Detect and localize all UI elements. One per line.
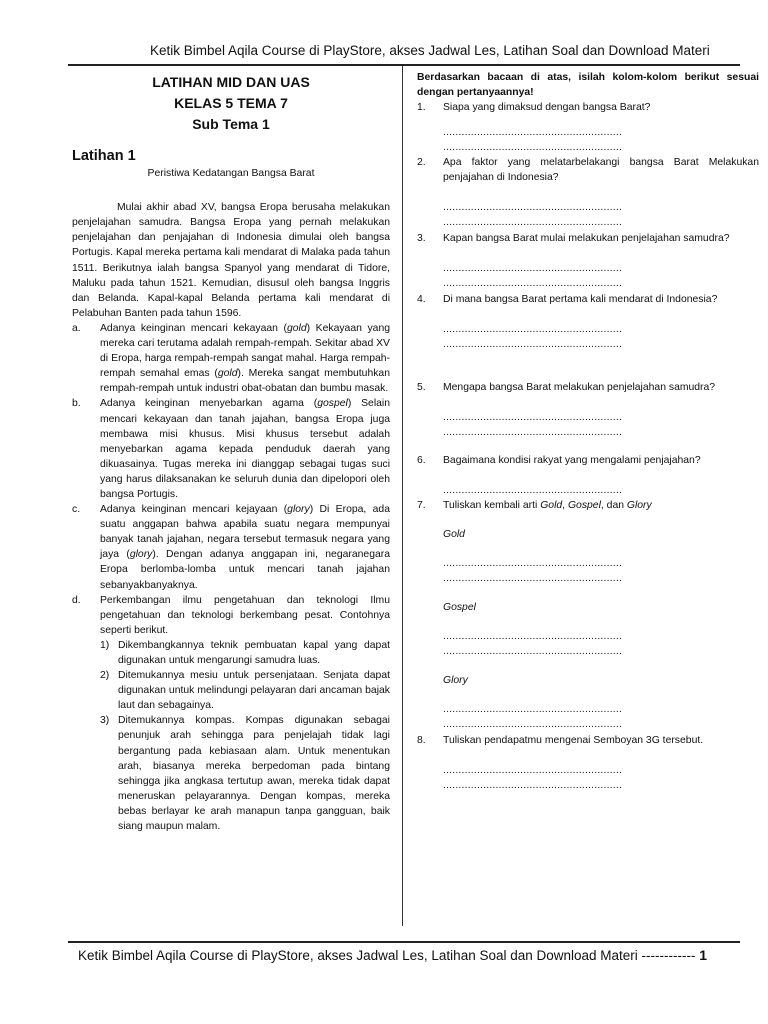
answer-line[interactable]: .......................................................... [443,324,623,335]
page-header: Ketik Bimbel Aqila Course di PlayStore, akses Jadwal Les, Latihan Soal dan Download Materi [150,43,710,58]
questions-column [417,70,759,793]
reading-title: Peristiwa Kedatangan Bangsa Barat [147,168,315,180]
exercise-heading: Latihan 1 [72,148,136,164]
sub-item-3: 3) Ditemukannya kompas. Kompas digunakan sebagai penunjuk arah sehingga para penjelajah tidak lagi bergantung pada kebiasaan alam. Untuk menentukan arah, biasanya mereka berpedoman pada bintang sehingga jika angkasa tertutup awan, mereka tidak dapat meneruskan pelayarannya. Dengan kompas, mereka bebas berlayar ke arah manapun tanpa gangguan, baik siang maupun malam. [100,715,390,833]
term-gold: Gold [443,529,465,540]
list-item-a: a. Adanya keinginan mencari kekayaan (gold) Kekayaan yang mereka cari terutama adalah rempah-rempah. Sekitar abad XV di Eropa, harga rempah-rempah sangat mahal. Harga rempah-rempah semahal emas (gold). Mereka sangat membutuhkan rempah-rempah untuk industri obat-obatan dan bumbu masak. [72,321,390,396]
question-4: 4. Di mana bangsa Barat pertama kali mendarat di Indonesia? [417,294,718,305]
list-item-d: d. Perkembangan ilmu pengetahuan dan teknologi Ilmu pengetahuan dan teknologi berkembang pesat. Contohnya seperti berikut. [72,593,390,638]
column-divider [402,66,403,926]
answer-line[interactable]: .......................................................... [443,719,623,730]
list-item-c: c. Adanya keinginan mencari kejayaan (glory) Di Eropa, ada suatu anggapan bahwa apabila suatu negara mempunyai banyak tanah jajahan, negara tersebut termasuk negara yang jaya (glory). Dengan adanya anggapan ini, negaranegara Eropa berlomba-lomba untuk mencari tanah jajahan sebanyakbanyaknya. [72,502,390,593]
answer-line[interactable]: .......................................................... [443,142,623,153]
header-divider [68,64,740,66]
sub-item-2: 2) Ditemukannya mesiu untuk persenjataan. Senjata dapat digunakan untuk melindungi pelayaran dari ancaman bajak laut dan sebagainya. [100,670,390,712]
answer-line[interactable]: .......................................................... [443,631,623,642]
question-5: 5. Mengapa bangsa Barat melakukan penjelajahan samudra? [417,382,716,393]
answer-line[interactable]: .......................................................... [443,558,623,569]
page-number: 1 [699,947,708,963]
sub-item-1: 1) Dikembangkannya teknik pembuatan kapal yang dapat digunakan untuk mengarungi samudra luas. [100,639,390,666]
answer-line[interactable]: .......................................................... [443,427,623,438]
list-item-b: b. Adanya keinginan menyebarkan agama (gospel) Selain mencari kekayaan dan tanah jajahan, bangsa Eropa juga membawa misi khusus. Misi khusus tersebut adalah menyebarkan agama kepada penduduk daerah yang dikuasainya. Tugas mereka ini dianggap sebagai tugas suci yang harus dilaksanakan ke seluruh dunia dan dipelopori oleh bangsa Portugis. [72,396,390,502]
intro-paragraph: Mulai akhir abad XV, bangsa Eropa berusaha melakukan penjelajahan samudra. Bangsa Eropa yang pernah melakukan penjelajahan dan penjajahan di Indonesia dimulai oleh bangsa Portugis. Kapal mereka pertama kali mendarat di Malaka pada tahun 1511. Berikutnya ialah bangsa Spanyol yang mendarat di Tidore, Maluku pada tahun 1521. Kemudian, disusul oleh bangsa Inggris dan Belanda. Kapal-kapal Belanda pertama kali mendarat di Pelabuhan Banten pada tahun 1596. [72,202,390,319]
class-title: KELAS 5 TEMA 7 [174,95,288,111]
term-glory: Glory [443,675,468,686]
list-label: a. [72,322,81,334]
answer-line[interactable]: .......................................................... [443,217,623,228]
answer-line[interactable]: .......................................................... [443,646,623,657]
question-2: 2. Apa faktor yang melatarbelakangi bangsa Barat Melakukan penjajahan di Indonesia? [417,157,759,183]
answer-line[interactable]: .......................................................... [443,704,623,715]
answer-line[interactable]: .......................................................... [443,339,623,350]
list-label: b. [72,398,81,410]
answer-line[interactable]: .......................................................... [443,202,623,213]
list-label: c. [72,504,81,516]
question-7: 7. Tuliskan kembali arti Gold, Gospel, dan Glory [417,500,652,511]
footer-text: Ketik Bimbel Aqila Course di PlayStore, akses Jadwal Les, Latihan Soal dan Download Materi ------------ [78,948,696,963]
reading-column [72,72,390,834]
subtheme-title: Sub Tema 1 [192,116,270,132]
list-label: d. [72,594,81,606]
page-footer [78,947,740,963]
answer-line[interactable]: .......................................................... [443,485,623,496]
answer-line[interactable]: .......................................................... [443,573,623,584]
instruction-text: Berdasarkan bacaan di atas, isilah kolom-kolom berikut sesuai dengan pertanyaannya! [417,72,759,98]
answer-line[interactable]: .......................................................... [443,780,623,791]
question-3: 3. Kapan bangsa Barat mulai melakukan penjelajahan samudra? [417,233,730,244]
question-6: 6. Bagaimana kondisi rakyat yang mengalami penjajahan? [417,455,701,466]
answer-line[interactable]: .......................................................... [443,765,623,776]
answer-line[interactable]: .......................................................... [443,127,623,138]
footer-divider [68,941,740,943]
answer-line[interactable]: .......................................................... [443,263,623,274]
question-1: 1. Siapa yang dimaksud dengan bangsa Barat? [417,102,651,113]
question-8: 8. Tuliskan pendapatmu mengenai Semboyan 3G tersebut. [417,735,704,746]
answer-line[interactable]: .......................................................... [443,412,623,423]
answer-line[interactable]: .......................................................... [443,278,623,289]
term-gospel: Gospel [443,602,476,613]
page-title: LATIHAN MID DAN UAS [152,74,310,90]
